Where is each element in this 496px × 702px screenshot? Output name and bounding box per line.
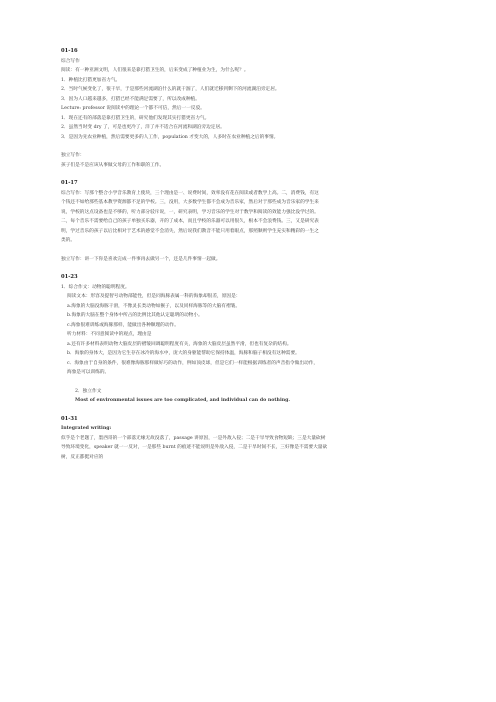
section-heading: Integrated writing: xyxy=(61,426,112,431)
text-line: 说，学校的这点设备也是不够的，听力部分驳斥说，一，研究表明，学习音乐的学生对于数学和阅读的效能力强比没学过的。 xyxy=(61,209,319,215)
text-line: a.还有许多材料表明动物大脑皮层的褶皱回调聪明程度有关，海象的大脑皮层虽然平滑，但也有复杂的结构。 xyxy=(67,341,292,347)
document-body xyxy=(61,47,436,462)
text-line: 2．当时气候变化了，很干旱，于是那些河流湖泊什么的就干涸了，人们就迁移到剩下的河流湖泊旁定居。 xyxy=(61,87,280,92)
section-id-01-16: 01-16 xyxy=(61,48,78,54)
essay-prompt: Most of environmental issues are too complicated, and individual can do nothing. xyxy=(75,398,291,403)
text-line: 综合写作：写那个整合小学音乐教育上使块，三个理由是一、说费时间，效率没有花在阅读或者数学上高。二，消费钱，有这 xyxy=(61,190,319,196)
text-line: c．海象由于自身的条件，很难像海豚那样做好巧的动作，例如顶皮球，但是它们一样能根据训练者的声音指令做出动作， xyxy=(67,360,319,366)
independent-heading: 独立写作： xyxy=(61,153,85,158)
text-line: 类的。 xyxy=(61,238,76,243)
text-line: 1．现在还有的部落是靠打猎卫生的，研究他们发现其实打猎更省力气。 xyxy=(61,115,210,121)
text-line: 3．是因为先农业种植，然后需要更多的人工作，population 才变大的，人多时在农业种植之后的事情。 xyxy=(61,134,279,140)
text-line: 导致环境变化，speaker 就一一反对，一是那些 burnt 的痕迹不能说明是外敌入侵，二是干旱时间不长，三好像是不需要大量砍 xyxy=(61,445,328,450)
text-line: 3．因为人口越来越多，打猎已经不能满足需要了，所以改成种植。 xyxy=(61,96,200,102)
text-line: 阅读文本：形容及提智号动物部能性，但是同海豚表属一科的海象却很差，原因是： xyxy=(67,294,241,299)
text-line: Lecture: professor 说阅读中的理论一个都不可信，然后一一反驳。 xyxy=(61,106,205,111)
section-id-01-17: 01-17 xyxy=(61,180,78,186)
text-line: b．海象的身体大，是因为它生存在冰冷的海水中，庞大的身躯能帮助它保持体温，海豚和脑子相没有这种需要。 xyxy=(67,351,300,356)
section-id-01-31: 01-31 xyxy=(61,415,78,422)
text-line: 独立写作：讲一下你是喜欢完成一件事再去做另一个，还是几件事情一起做。 xyxy=(61,256,221,262)
list-item: 2．独立作文 xyxy=(75,388,102,394)
text-line: b.海象的大脑在整个身体中所占的比例比其他认定聪明的动物小。 xyxy=(67,313,203,318)
text-line: 1．种植比打猎更加省力气。 xyxy=(61,77,121,83)
text-line: 听力材料：不同意阅读中的观点，理由是 xyxy=(67,332,152,337)
text-line: 孩子们是不是应该从事做父母的工作和职的工作。 xyxy=(61,162,165,168)
section-id-01-23: 01-23 xyxy=(61,274,78,280)
text-line: a.海象的大脑没海豚干滑，不像灵长类动物如猴子，以及同样海豚等的大脑有褶皱。 xyxy=(67,303,241,309)
text-line: 2．虽然当时变 dry 了，可是也更冷了，洋了并不适合在河流和湖泊旁边定居。 xyxy=(61,125,225,130)
text-line: 似乎是个老题了，墨西哥的一个部落无缘无故没落了，passage 讲原因，一是外敌入侵；二是干旱导致食物短缺；三是大量砍树 xyxy=(61,435,326,441)
text-line: 树，反正都挺对应的 xyxy=(61,454,104,460)
list-item: 1．综合作文：动物的聪明程度。 xyxy=(61,284,130,290)
text-line: 个钱还不如给那些基本教学资源都不足的学校。三，没用，大多数学生都不会成为音乐家，然后对于那些成为音乐家的学生来 xyxy=(61,200,319,205)
text-line: 明，学过音乐的孩子以后比相对于艺术的感觉不会消失，然后说我们教音不能只用着眼点，那照顺则学生充实和精彩的一生之 xyxy=(61,228,319,234)
text-line: 二，每个音乐不需要给自己的孩子单独买乐器，开的了成本，而且学校的乐器可以用很久，根本不会浪费钱。三，又是研究表 xyxy=(61,219,319,224)
section-heading: 综合写作 xyxy=(61,58,80,64)
text-line: c.海象很难训练或海豚那样，能做出各种顺理的动作。 xyxy=(67,322,179,328)
text-line: 阅读：有一种亚洲文明，人们很来是靠打猎卫生的，后来变成了种植业为生，为什么呢？。 xyxy=(61,68,249,73)
text-line: 海象是可以训练的。 xyxy=(67,370,110,375)
